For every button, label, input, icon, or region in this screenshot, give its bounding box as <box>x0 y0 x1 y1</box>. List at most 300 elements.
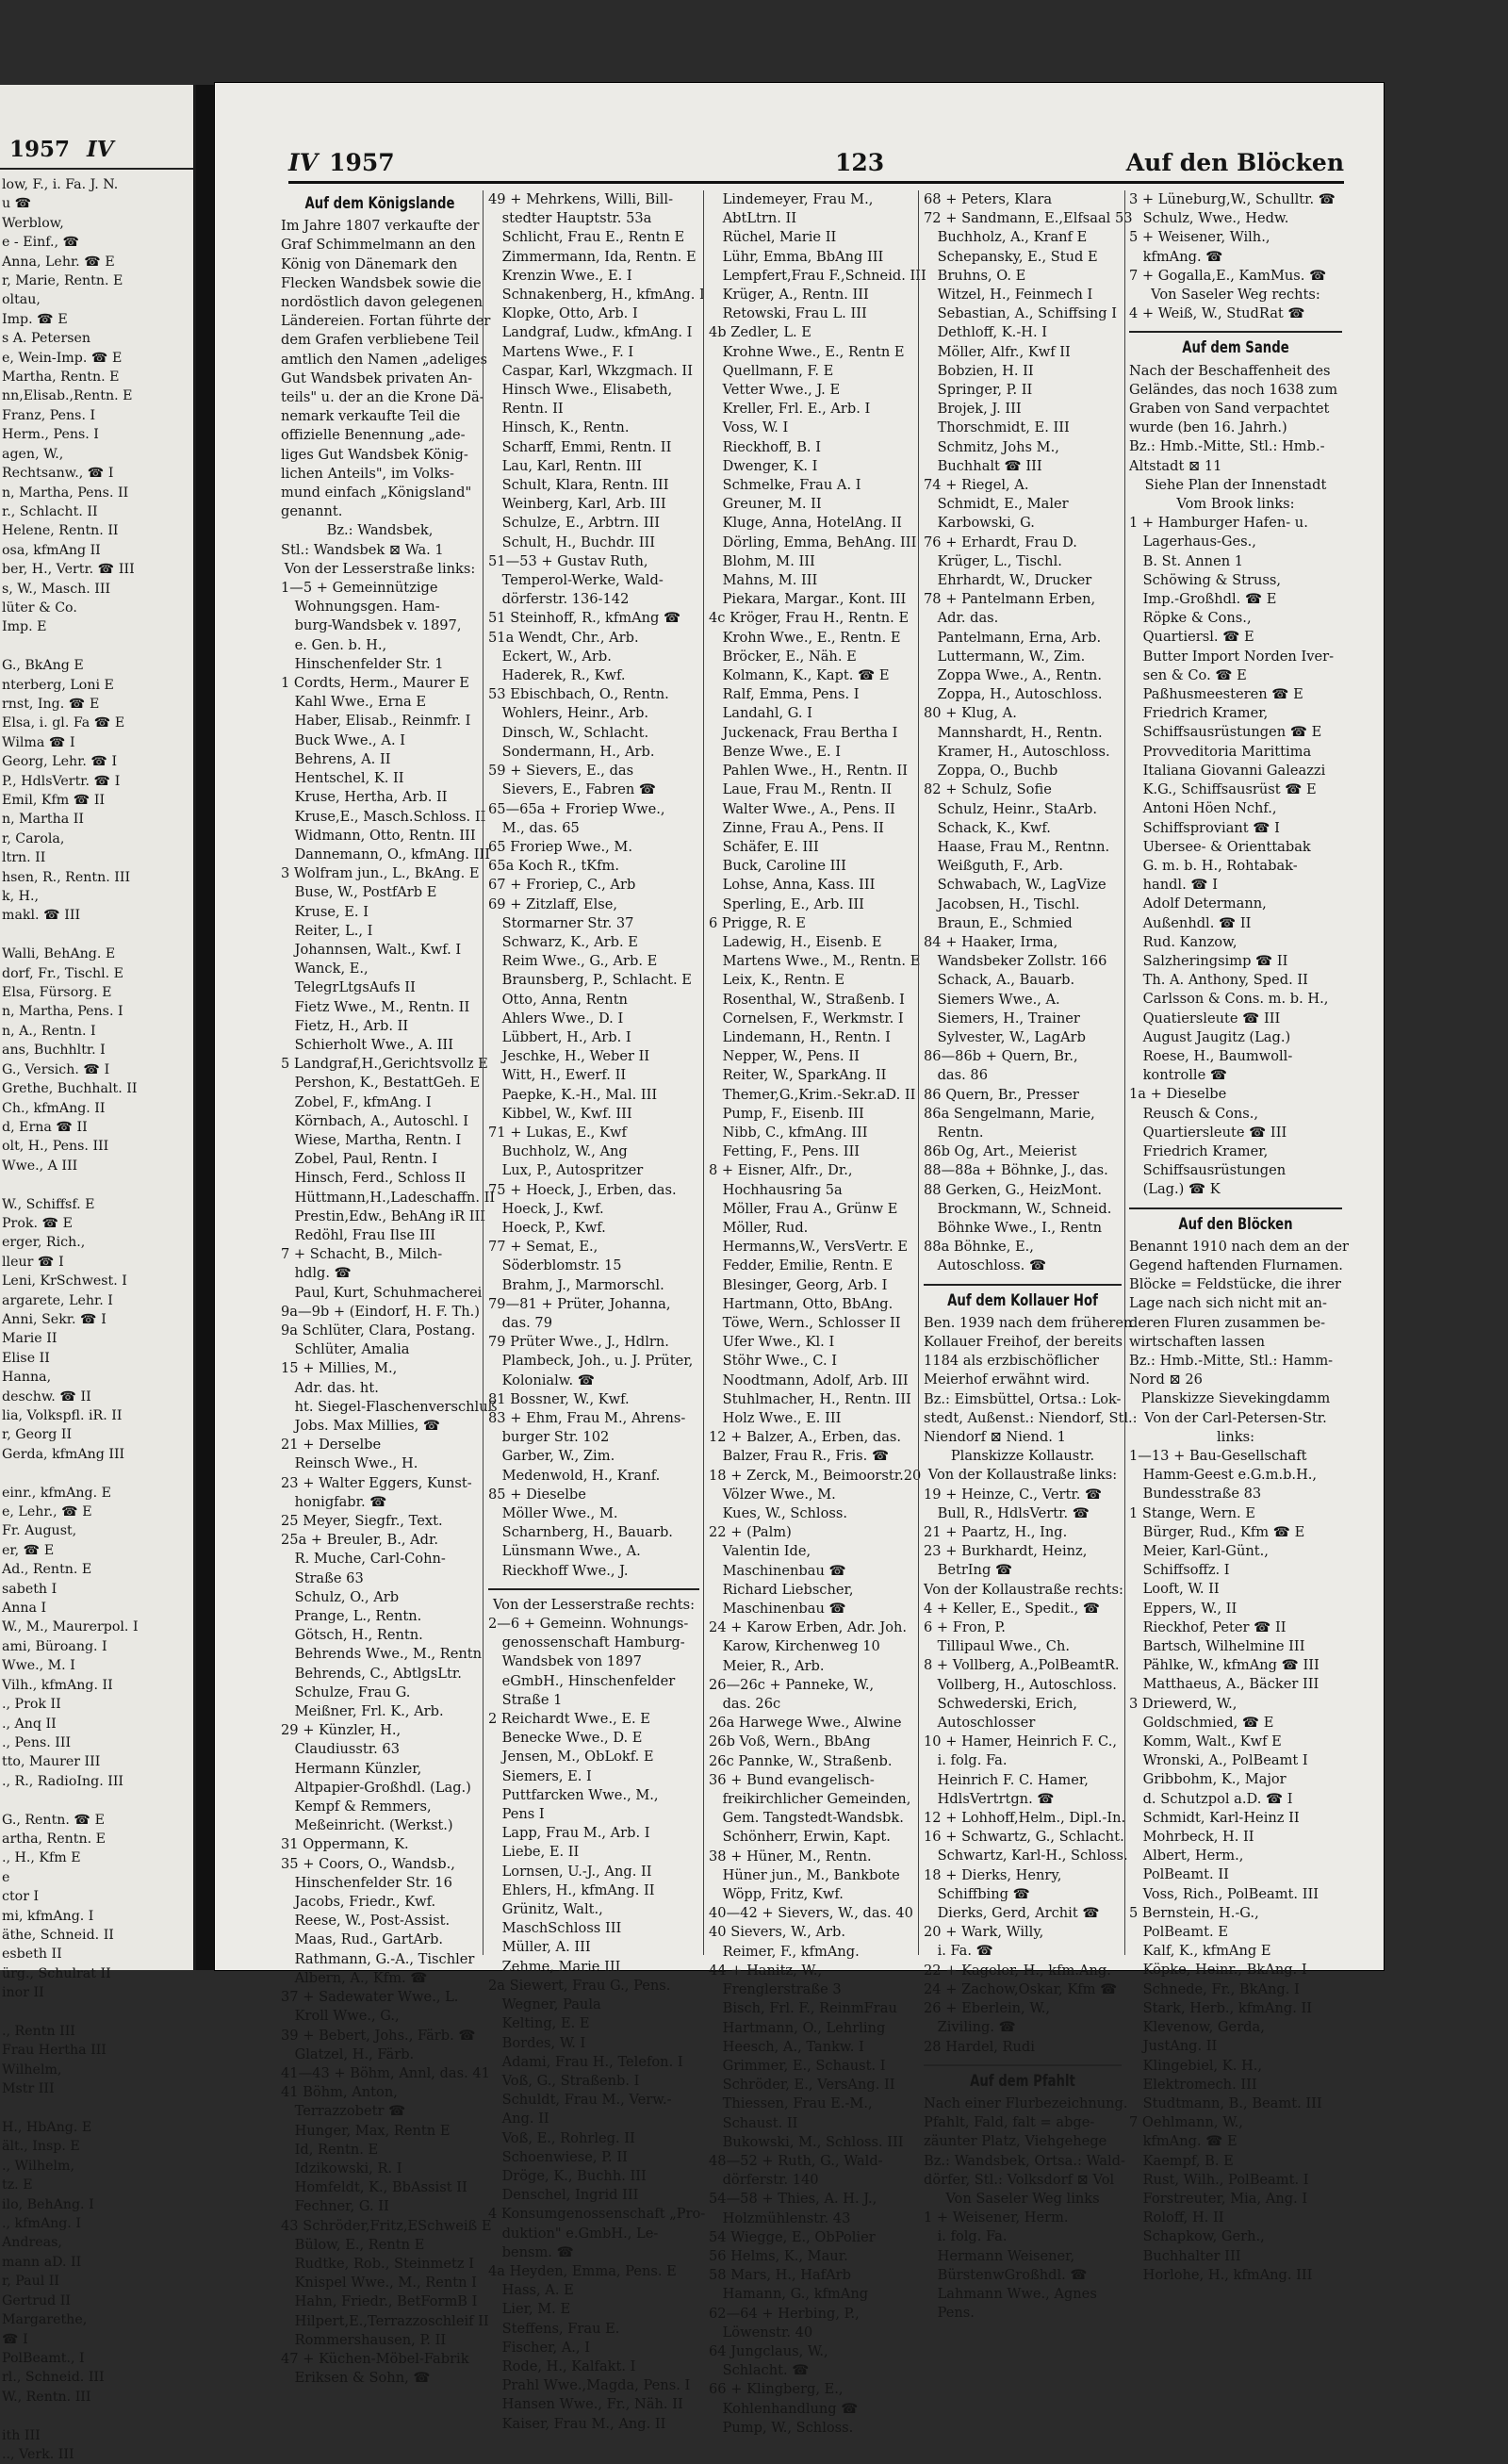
directory-entry: burger Str. 102 <box>488 1429 610 1446</box>
directory-entry: Voß, G., Straßenb. I <box>488 2072 640 2089</box>
directory-entry: Bobzien, H. II <box>924 362 1034 379</box>
directory-entry: Jacobsen, H., Tischl. <box>924 895 1080 912</box>
directory-entry: Dierks, Gerd, Archit ☎ <box>924 1905 1100 1922</box>
directory-entry: genannt. <box>281 503 343 520</box>
column-1 <box>281 190 498 2388</box>
directory-entry: Hinsch, Ferd., Schloss II <box>281 1170 467 1187</box>
directory-entry: Claudiusstr. 63 <box>281 1741 400 1758</box>
directory-entry: 41—43 + Böhm, Annl, das. 41 <box>281 2064 490 2081</box>
directory-entry: Straße 1 <box>488 1691 563 1708</box>
directory-entry: Kruse,E., Masch.Schloss. II <box>281 808 486 825</box>
directory-entry: 77 + Semat, E., <box>488 1239 598 1256</box>
left-page-line: r, Georg II <box>2 1427 73 1443</box>
left-page-line: ., Anq II <box>2 1716 57 1732</box>
directory-entry: Quellmann, F. E <box>709 362 834 379</box>
directory-entry: AbtLtrn. II <box>709 210 797 227</box>
left-page-line: agen, W., <box>2 446 64 462</box>
left-page-line: ., Wilhelm, <box>2 2158 74 2174</box>
directory-entry: Ehrhardt, W., Drucker <box>924 572 1092 589</box>
directory-entry: 6 + Fron, P. <box>924 1619 1006 1636</box>
directory-entry: Lux, P., Autospritzer <box>488 1162 644 1179</box>
directory-entry: Schmitz, Johs M., <box>924 438 1059 455</box>
directory-entry: Kluge, Anna, HotelAng. II <box>709 515 902 532</box>
directory-entry: Böhnke Wwe., I., Rentn <box>924 1219 1103 1236</box>
section-note: Von der Kollaustraße links: <box>927 1467 1118 1484</box>
directory-entry: Lage nach sich nicht mit an- <box>1129 1295 1327 1312</box>
directory-entry: Lapp, Frau M., Arb. I <box>488 1825 650 1842</box>
column-3 <box>709 190 926 2438</box>
directory-entry: Piekara, Margar., Kont. III <box>709 591 907 608</box>
directory-entry: Buchholz, A., Kranf E <box>924 229 1088 246</box>
directory-entry: Scharnberg, H., Bauarb. <box>488 1524 673 1541</box>
directory-entry: HdlsVertrtgn. ☎ <box>924 1790 1055 1807</box>
facing-page-left <box>0 85 196 2462</box>
left-page-line: Werblow, <box>2 215 64 231</box>
directory-entry: Komm, Walt., Kwf E <box>1129 1733 1282 1750</box>
directory-entry: Paul, Kurt, Schuhmacherei <box>281 1284 483 1301</box>
left-page-line: ., Pens. III <box>2 1734 72 1750</box>
directory-entry: Hermanns,W., VersVertr. E <box>709 1239 909 1256</box>
directory-entry: Schmidt, Karl-Heinz II <box>1129 1809 1300 1826</box>
left-page-line <box>2 926 190 945</box>
left-page-line: Georg, Lehr. ☎ I <box>2 754 118 770</box>
directory-entry: Dinsch, W., Schlacht. <box>488 724 649 741</box>
directory-entry: 86b Og, Art., Meierist <box>924 1143 1077 1160</box>
directory-entry: Schepansky, E., Stud E <box>924 248 1098 265</box>
directory-entry: Scharff, Emmi, Rentn. II <box>488 438 672 455</box>
left-page-line: tto, Maurer III <box>2 1754 101 1770</box>
left-page-line: u ☎ <box>2 196 32 212</box>
directory-entry: G. m. b. H., Rohtabak- <box>1129 857 1298 874</box>
directory-entry: 82 + Schulz, Sofie <box>924 781 1052 798</box>
directory-entry: Lagerhaus-Ges., <box>1129 534 1256 550</box>
directory-entry: Wanck, E., <box>281 961 369 977</box>
directory-entry: Idzikowski, R. I <box>281 2160 402 2177</box>
directory-entry: Im Jahre 1807 verkaufte der <box>281 218 480 235</box>
directory-entry: Lindemann, H., Rentn. I <box>709 1028 891 1045</box>
directory-entry: Karbowski, G. <box>924 515 1035 532</box>
directory-entry: 68 + Peters, Klara <box>924 191 1053 207</box>
directory-entry: Götsch, H., Rentn. <box>281 1627 423 1644</box>
directory-entry: Maschinenbau ☎ <box>709 1562 846 1579</box>
left-page-line: W., M., Maurerpol. I <box>2 1619 139 1635</box>
left-page-line: Anni, Sekr. ☎ I <box>2 1311 107 1327</box>
directory-entry: 21 + Paartz, H., Ing. <box>924 1524 1068 1541</box>
directory-entry: Geländes, das noch 1638 zum <box>1129 381 1338 398</box>
section-note: Von Saseler Weg rechts: <box>1151 287 1320 304</box>
directory-entry: Schiffsausrüstungen <box>1129 1162 1287 1179</box>
directory-entry: Schiffsausrüstungen ☎ E <box>1129 724 1322 741</box>
directory-entry: Homfeldt, K., BbAssist II <box>281 2179 467 2196</box>
left-page-line: s A. Petersen <box>2 331 91 347</box>
directory-entry: Cornelsen, F., Werkmstr. I <box>709 1010 904 1027</box>
directory-entry: Blesinger, Georg, Arb. I <box>709 1276 888 1293</box>
directory-entry: Laue, Frau M., Rentn. II <box>709 781 893 798</box>
directory-entry: Graben von Sand verpachtet <box>1129 401 1330 418</box>
left-page-line: H., HbAng. E <box>2 2120 92 2136</box>
directory-entry: Paßhusmeesteren ☎ E <box>1129 686 1303 703</box>
directory-entry: Kahl Wwe., Erna E <box>281 694 426 711</box>
left-page-line: ith III <box>2 2427 41 2443</box>
directory-entry: 4a Heyden, Emma, Pens. E <box>488 2262 677 2279</box>
directory-entry: Schäfer, E. III <box>709 838 819 855</box>
directory-entry: Hoeck, J., Kwf. <box>488 1200 604 1217</box>
directory-entry: Schulz, Heinr., StaArb. <box>924 800 1097 817</box>
left-page-line: ilo, BehAng. I <box>2 2196 94 2212</box>
directory-entry: Meierhof erwähnt wird. <box>924 1372 1090 1388</box>
section-note: Bz.: Wandsbek, <box>326 522 434 539</box>
directory-entry: 65 Froriep Wwe., M. <box>488 838 632 855</box>
left-page-line: dorf, Fr., Tischl. E <box>2 965 124 981</box>
left-page-line <box>2 1464 190 1483</box>
left-page-line: lüter & Co. <box>2 600 77 616</box>
directory-entry: amtlich den Namen „adeliges <box>281 351 487 368</box>
directory-entry: Widmann, Otto, Rentn. III <box>281 827 476 844</box>
directory-entry: Heesch, A., Tankw. I <box>709 2038 864 2055</box>
column-5 <box>1129 190 1350 2285</box>
left-page-line <box>2 1791 190 1810</box>
left-page-line: Anna, Lehr. ☎ E <box>2 254 115 270</box>
left-page-line: rl., Schneid. III <box>2 2370 105 2386</box>
left-page-line: sabeth I <box>2 1581 57 1597</box>
left-page-header <box>9 137 114 162</box>
directory-entry: Reimer, F., kfmAng. <box>709 1943 860 1960</box>
left-page-line: Wilhelm, <box>2 2062 62 2078</box>
directory-entry: Schiffsproviant ☎ I <box>1129 819 1280 836</box>
directory-entry: Zoppa, H., Autoschloss. <box>924 686 1103 703</box>
left-page-line: Prok. ☎ E <box>2 1215 74 1231</box>
directory-entry: lichen Anteils", im Volks- <box>281 465 454 482</box>
directory-entry: Hartmann, Otto, BbAng. <box>709 1295 893 1312</box>
section-note: Planskizze Sievekingdamm <box>1140 1390 1331 1407</box>
directory-entry: Holzmühlenstr. 43 <box>709 2209 851 2226</box>
directory-entry: 54—58 + Thies, A. H. J., <box>709 2191 877 2208</box>
directory-entry: Kruse, Hertha, Arb. II <box>281 789 448 806</box>
directory-entry: Möller, Rud. <box>709 1219 809 1236</box>
left-page-line: r, Paul II <box>2 2274 60 2290</box>
directory-entry: Pahlen Wwe., H., Rentn. II <box>709 763 908 780</box>
directory-entry: 26a Harwege Wwe., Alwine <box>709 1715 902 1732</box>
directory-entry: Hermann Weisener, <box>924 2247 1075 2264</box>
directory-entry: 53 Ebischbach, O., Rentn. <box>488 686 669 703</box>
directory-entry: Rieckhoff, B. I <box>709 438 821 455</box>
directory-entry: Hilpert,E.,Terrazzoschleif II <box>281 2312 489 2329</box>
directory-entry: Forstreuter, Mia, Ang. I <box>1129 2190 1308 2207</box>
directory-entry: Wiese, Martha, Rentn. I <box>281 1131 462 1148</box>
directory-entry: Gem. Tangstedt-Wandsbk. <box>709 1810 904 1827</box>
directory-entry: wirtschaften lassen <box>1129 1333 1266 1350</box>
directory-entry: Martens Wwe., F. I <box>488 343 634 360</box>
directory-entry: Elektromech. III <box>1129 2076 1257 2093</box>
directory-entry: e. Gen. b. H., <box>281 636 387 653</box>
directory-entry: Autoschloss. ☎ <box>924 1257 1047 1274</box>
directory-entry: kfmAng. ☎ E <box>1129 2133 1238 2150</box>
directory-entry: Roese, H., Baumwoll- <box>1129 1047 1293 1064</box>
left-page-line: Elise II <box>2 1350 50 1366</box>
left-page-line: Emil, Kfm ☎ II <box>2 793 106 808</box>
section-note: Von der Carl-Petersen-Str. <box>1144 1409 1327 1426</box>
directory-entry: Schack, A., Bauarb. <box>924 972 1075 989</box>
directory-entry: Roloff, H. II <box>1129 2209 1224 2226</box>
directory-entry: Brojek, J. III <box>924 401 1022 418</box>
directory-entry: Lier, M. E <box>488 2301 571 2318</box>
directory-entry: Luttermann, W., Zim. <box>924 648 1086 665</box>
left-page-line: Elsa, i. gl. Fa ☎ E <box>2 715 125 731</box>
left-page-line: artha, Rentn. E <box>2 1831 106 1847</box>
directory-entry: 48—52 + Ruth, G., Wald- <box>709 2152 883 2169</box>
left-page-line: Wwe., M. I <box>2 1658 75 1674</box>
directory-entry: 26 + Eberlein, W., <box>924 2000 1051 2017</box>
directory-entry: PolBeamt. II <box>1129 1866 1229 1883</box>
directory-entry: Glatzel, H., Färb. <box>281 2045 415 2062</box>
left-page-line: ., R., RadioIng. III <box>2 1773 124 1789</box>
directory-entry: Schnede, Fr., BkAng. I <box>1129 1980 1300 1997</box>
left-page-line: Martha, Rentn. E <box>2 370 120 386</box>
left-page-line: erger, Rich., <box>2 1235 86 1251</box>
directory-entry: offizielle Benennung „ade- <box>281 427 466 444</box>
directory-entry: Denschel, Ingrid III <box>488 2187 639 2204</box>
directory-entry: 1—13 + Bau-Gesellschaft <box>1129 1448 1307 1464</box>
directory-entry: Hüner jun., M., Bankbote <box>709 1866 900 1883</box>
left-page-line: Gertrud II <box>2 2292 71 2308</box>
directory-entry: Temperol-Werke, Wald- <box>488 572 664 589</box>
directory-entry: Wohlers, Heinr., Arb. <box>488 705 649 722</box>
directory-entry: Butter Import Norden Iver- <box>1129 648 1335 665</box>
directory-entry: Rud. Kanzow, <box>1129 933 1238 950</box>
directory-entry: Rust, Wilh., PolBeamt. I <box>1129 2171 1309 2188</box>
directory-entry: Otto, Anna, Rentn <box>488 991 628 1008</box>
left-page-line: Mstr III <box>2 2081 55 2097</box>
left-page-line: ürg., Schulrat II <box>2 1965 111 1981</box>
directory-entry: Frenglerstraße 3 <box>709 1981 842 1998</box>
directory-entry: Brockmann, W., Schneid. <box>924 1200 1112 1217</box>
left-page-line: Frau Hertha III <box>2 2043 107 2059</box>
left-page-year: 1957 <box>9 137 71 162</box>
directory-entry: Adami, Frau H., Telefon. I <box>488 2053 683 2070</box>
directory-entry: 75 + Hoeck, J., Erben, das. <box>488 1181 677 1198</box>
directory-entry: Schierholt Wwe., A. III <box>281 1036 453 1053</box>
directory-entry: Rode, H., Kalfakt. I <box>488 2357 636 2374</box>
directory-entry: 84 + Haaker, Irma, <box>924 933 1058 950</box>
left-page-line: Ad., Rentn. E <box>2 1562 92 1578</box>
directory-entry: Jensen, M., ObLokf. E <box>488 1749 654 1766</box>
directory-entry: B. St. Annen 1 <box>1129 552 1244 569</box>
directory-entry: Rentn. <box>924 1124 984 1141</box>
directory-entry: Zobel, Paul, Rentn. I <box>281 1151 437 1168</box>
section-note: Planskizze Kollaustr. <box>950 1448 1095 1465</box>
directory-entry: Sylvester, W., LagArb <box>924 1028 1086 1045</box>
directory-entry: 79—81 + Prüter, Johanna, <box>488 1295 671 1312</box>
directory-entry: Hermann Künzler, <box>281 1760 422 1777</box>
left-page-line: makl. ☎ III <box>2 908 81 924</box>
directory-entry: Kreller, Frl. E., Arb. I <box>709 401 871 418</box>
directory-entry: 4 Konsumgenossenschaft „Pro- <box>488 2206 706 2223</box>
directory-entry: Blöcke = Feldstücke, die ihrer <box>1129 1276 1341 1293</box>
directory-entry: nemark verkaufte Teil die <box>281 408 461 425</box>
header-rule <box>288 181 1344 184</box>
directory-entry: Hinsch Wwe., Elisabeth, <box>488 382 673 399</box>
directory-entry: Lohse, Anna, Kass. III <box>709 877 876 894</box>
directory-entry: Ländereien. Fortan führte der <box>281 313 491 330</box>
page-part: IV <box>288 149 319 176</box>
left-page-line: Helene, Rentn. II <box>2 523 119 539</box>
directory-entry: 4c Kröger, Frau H., Rentn. E <box>709 610 910 627</box>
directory-entry: 29 + Künzler, H., <box>281 1722 402 1739</box>
directory-entry: Schulze, Frau G. <box>281 1684 411 1700</box>
left-page-line: mann aD. II <box>2 2254 82 2270</box>
directory-entry: Meier, Karl-Günt., <box>1129 1543 1269 1560</box>
directory-entry: Dörling, Emma, BehAng. III <box>709 534 917 550</box>
left-page-line: einr., kfmAng. E <box>2 1485 111 1501</box>
left-page-part: IV <box>87 137 114 162</box>
directory-entry: Zobel, F., kfmAng. I <box>281 1093 432 1110</box>
directory-entry: Ang. II <box>488 2111 549 2127</box>
directory-entry: Meißner, Frl. K., Arb. <box>281 1703 444 1720</box>
left-page-line: deschw. ☎ II <box>2 1388 91 1404</box>
directory-entry: Pantelmann, Erna, Arb. <box>924 629 1102 646</box>
directory-entry: Lindemeyer, Frau M., <box>709 191 874 207</box>
directory-entry: 5 Landgraf,H.,Gerichtsvollz E <box>281 1056 488 1073</box>
directory-entry: 23 + Walter Eggers, Kunst- <box>281 1474 472 1491</box>
directory-entry: Pump, W., Schloss. <box>709 2419 854 2436</box>
directory-entry: Altstadt ⊠ 11 <box>1129 457 1222 474</box>
section-note: Vom Brook links: <box>1176 496 1295 513</box>
left-page-line: Andreas, <box>2 2235 62 2251</box>
left-page-line: Wwe., A III <box>2 1158 78 1174</box>
directory-entry: Medenwold, H., Kranf. <box>488 1467 661 1484</box>
directory-entry: Voß, E., Rohrleg. II <box>488 2129 635 2146</box>
directory-entry: Retowski, Frau L. III <box>709 305 867 322</box>
directory-entry: Schwarz, K., Arb. E <box>488 933 638 950</box>
directory-entry: Bundesstraße 83 <box>1129 1486 1262 1503</box>
directory-entry: 25 Meyer, Siegfr., Text. <box>281 1513 443 1530</box>
directory-entry: stedter Hauptstr. 53a <box>488 210 652 227</box>
directory-entry: Hunger, Max, Rentn E <box>281 2122 451 2139</box>
left-page-line: Franz, Pens. I <box>2 407 96 423</box>
directory-entry: 4b Zedler, L. E <box>709 324 811 341</box>
directory-entry: Kues, W., Schloss. <box>709 1505 847 1522</box>
directory-entry: Sievers, E., Fabren ☎ <box>488 781 657 798</box>
directory-entry: 69 + Zitzlaff, Else, <box>488 895 618 912</box>
directory-entry: Ladewig, H., Eisenb. E <box>709 933 882 950</box>
directory-entry: Schoenwiese, P. II <box>488 2148 628 2165</box>
directory-entry: Gegend haftenden Flurnamen. <box>1129 1257 1343 1273</box>
directory-entry: Flecken Wandsbek sowie die <box>281 274 482 291</box>
directory-entry: 5 Bernstein, H.-G., <box>1129 1904 1259 1921</box>
directory-entry: Benecke Wwe., D. E <box>488 1730 643 1747</box>
column-rule <box>918 190 919 1955</box>
directory-entry: Fietz, H., Arb. II <box>281 1017 409 1034</box>
directory-entry: Bukowski, M., Schloss. III <box>709 2133 904 2150</box>
directory-entry: 81 Bossner, W., Kwf. <box>488 1390 630 1407</box>
directory-entry: Möller, Frau A., Grünw E <box>709 1200 898 1217</box>
directory-entry: Bürger, Rud., Kfm ☎ E <box>1129 1523 1305 1540</box>
directory-entry: 41 Böhm, Anton, <box>281 2084 398 2101</box>
directory-entry: Außenhdl. ☎ II <box>1129 914 1252 931</box>
directory-entry: Witt, H., Ewerf. II <box>488 1067 627 1084</box>
directory-entry: Hartmann, O., Lehrling <box>709 2019 886 2036</box>
directory-entry: Sondermann, H., Arb. <box>488 743 655 760</box>
directory-entry: 71 + Lukas, E., Kwf <box>488 1124 627 1141</box>
directory-entry: i. Fa. ☎ <box>924 1943 993 1960</box>
left-page-line: n, A., Rentn. I <box>2 1023 96 1039</box>
directory-entry: 6 Prigge, R. E <box>709 914 806 931</box>
directory-entry: genossenschaft Hamburg- <box>488 1634 685 1651</box>
directory-entry: Schapkow, Gerh., <box>1129 2228 1265 2245</box>
page-header <box>288 149 1344 177</box>
left-page-line: ber, H., Vertr. ☎ III <box>2 562 135 578</box>
left-page-line <box>2 2003 190 2022</box>
directory-entry: stedt, Außenst.: Niendorf, Stl.: <box>924 1409 1138 1426</box>
directory-entry: Wandsbek von 1897 <box>488 1653 642 1670</box>
directory-entry: Hass, A. E <box>488 2282 574 2299</box>
directory-entry: 26c Pannke, W., Straßenb. <box>709 1752 893 1769</box>
directory-entry: Graf Schimmelmann an den <box>281 237 476 254</box>
directory-entry: Pählke, W., kfmAng ☎ III <box>1129 1657 1320 1674</box>
column-rule <box>483 190 484 1955</box>
left-page-line: Ch., kfmAng. II <box>2 1100 106 1116</box>
directory-entry: Vetter Wwe., J. E <box>709 382 841 399</box>
directory-entry: Landahl, G. I <box>709 705 812 722</box>
directory-entry: Kruse, E. I <box>281 903 369 920</box>
directory-entry: Ben. 1939 nach dem früheren <box>924 1314 1133 1331</box>
directory-entry: Juckenack, Frau Bertha I <box>709 724 898 741</box>
directory-entry: König von Dänemark den <box>281 255 458 272</box>
directory-entry: wurde (ben 16. Jahrh.) <box>1129 419 1287 436</box>
directory-entry: 7 + Gogalla,E., KamMus. ☎ <box>1129 267 1327 284</box>
directory-entry: Brahm, J., Marmorschl. <box>488 1276 664 1293</box>
directory-entry: Quartiersleute ☎ III <box>1129 1124 1287 1141</box>
directory-entry: Pump, F., Eisenb. III <box>709 1105 864 1122</box>
left-page-line: äthe, Schneid. II <box>2 1927 114 1943</box>
directory-entry: Kolonialw. ☎ <box>488 1372 595 1388</box>
left-page-line: ☎ I <box>2 2331 28 2347</box>
directory-entry: Buck, Caroline III <box>709 858 846 875</box>
directory-entry: Blohm, M. III <box>709 552 815 569</box>
directory-entry: 18 + Zerck, M., Beimoorstr.20 <box>709 1467 922 1484</box>
directory-entry: dem Grafen verbliebene Teil <box>281 332 480 349</box>
directory-entry: Balzer, Frau R., Fris. ☎ <box>709 1448 890 1465</box>
directory-entry: Schönherr, Erwin, Kapt. <box>709 1829 891 1846</box>
section-note: Von der Lesserstraße rechts: <box>492 1596 696 1613</box>
directory-entry: 76 + Erhardt, Frau D. <box>924 534 1077 550</box>
directory-entry: Möller Wwe., M. <box>488 1505 618 1522</box>
directory-entry: Niendorf ⊠ Niend. 1 <box>924 1429 1066 1445</box>
left-page-line: G., BkAng E <box>2 658 84 674</box>
directory-entry: 38 + Hüner, M., Rentn. <box>709 1848 872 1864</box>
directory-entry: Knispel Wwe., M., Rentn I <box>281 2275 477 2292</box>
directory-entry: Söderblomstr. 15 <box>488 1257 622 1274</box>
directory-entry: Zoppa Wwe., A., Rentn. <box>924 667 1102 684</box>
directory-entry: Provveditoria Marittima <box>1129 743 1312 760</box>
left-page-line: .., Verk. III <box>2 2446 74 2462</box>
section-note: Von Saseler Weg links <box>945 2190 1100 2207</box>
directory-entry: duktion" e.GmbH., Le- <box>488 2225 659 2242</box>
directory-entry: Meier, R., Arb. <box>709 1657 825 1674</box>
directory-entry: 79 Prüter Wwe., J., Hdlrn. <box>488 1334 669 1351</box>
directory-entry: 1184 als erzbischöflicher <box>924 1353 1100 1370</box>
directory-entry: Quartiersl. ☎ E <box>1129 629 1254 646</box>
directory-entry: sen & Co. ☎ E <box>1129 666 1247 683</box>
directory-entry: Bz.: Hmb.-Mitte, Stl.: Hamm- <box>1129 1352 1334 1369</box>
directory-entry: Th. A. Anthony, Sped. II <box>1129 972 1308 989</box>
left-page-line: Margarethe, <box>2 2312 88 2328</box>
directory-entry: 54 Wiegge, E., ObPolier <box>709 2228 876 2245</box>
directory-entry: 8 + Eisner, Alfr., Dr., <box>709 1162 853 1179</box>
directory-entry: Greuner, M. II <box>709 496 822 513</box>
directory-entry: Klevenow, Gerda, <box>1129 2019 1265 2036</box>
directory-entry: Vollberg, H., Autoschloss. <box>924 1676 1117 1693</box>
